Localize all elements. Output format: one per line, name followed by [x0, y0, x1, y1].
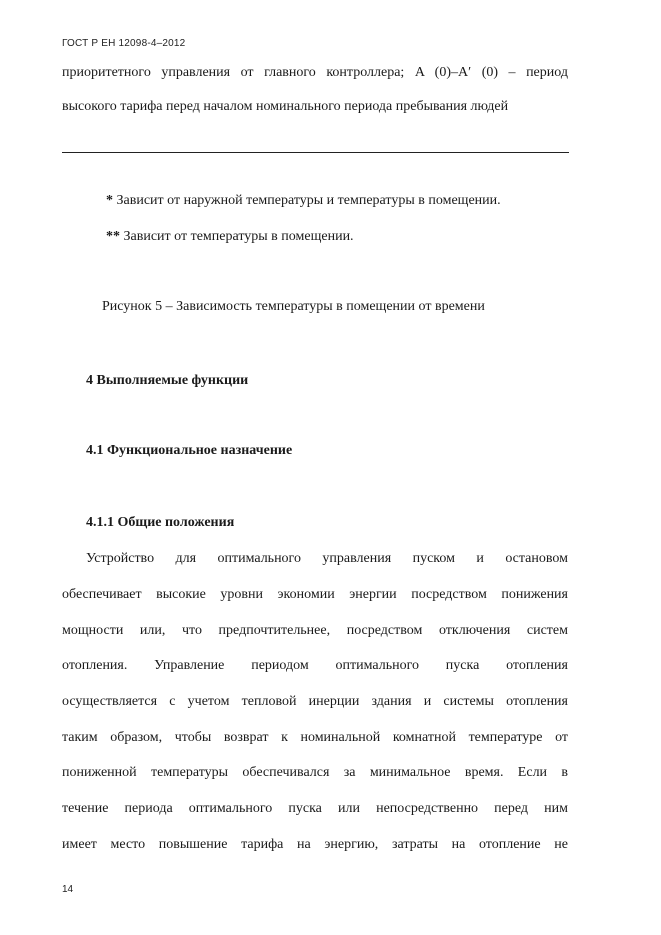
note-marker: ** — [106, 229, 120, 244]
note-text: Зависит от температуры в помещении. — [123, 229, 354, 244]
figure-caption: Рисунок 5 – Зависимость температуры в помещении от времени — [102, 299, 485, 314]
page-number: 14 — [62, 884, 74, 895]
section-heading-4: 4 Выполняемые функции — [86, 373, 249, 388]
body-line: мощности или, что предпочтительнее, посредством отключения систем — [62, 623, 568, 638]
paragraph-line: приоритетного управления от главного контроллера; A (0)–A′ (0) – период — [62, 65, 568, 80]
note-marker: * — [106, 193, 113, 208]
body-line: осуществляется с учетом тепловой инерции здания и системы отопления — [62, 694, 568, 709]
section-heading-4-1-1: 4.1.1 Общие положения — [86, 515, 235, 530]
figure-note-1 — [106, 192, 501, 210]
body-line: отопления. Управление периодом оптимального пуска отопления — [62, 658, 568, 673]
body-line: таким образом, чтобы возврат к номинальной комнатной температуре от — [62, 730, 568, 745]
body-line: Устройство для оптимального управления пуском и остановом — [86, 551, 568, 566]
paragraph-line: высокого тарифа перед началом номинального периода пребывания людей — [62, 99, 509, 114]
figure-note-2 — [106, 228, 354, 246]
body-line: имеет место повышение тарифа на энергию, затраты на отопление не — [62, 837, 568, 852]
note-text: Зависит от наружной температуры и температуры в помещении. — [116, 193, 501, 208]
standard-header: ГОСТ Р ЕН 12098-4–2012 — [62, 38, 186, 49]
body-line: течение периода оптимального пуска или непосредственно перед ним — [62, 801, 568, 816]
body-line: обеспечивает высокие уровни экономии энергии посредством понижения — [62, 587, 568, 602]
body-line: пониженной температуры обеспечивался за минимальное время. Если в — [62, 765, 568, 780]
figure-separator-rule — [62, 152, 569, 153]
section-heading-4-1: 4.1 Функциональное назначение — [86, 443, 293, 458]
